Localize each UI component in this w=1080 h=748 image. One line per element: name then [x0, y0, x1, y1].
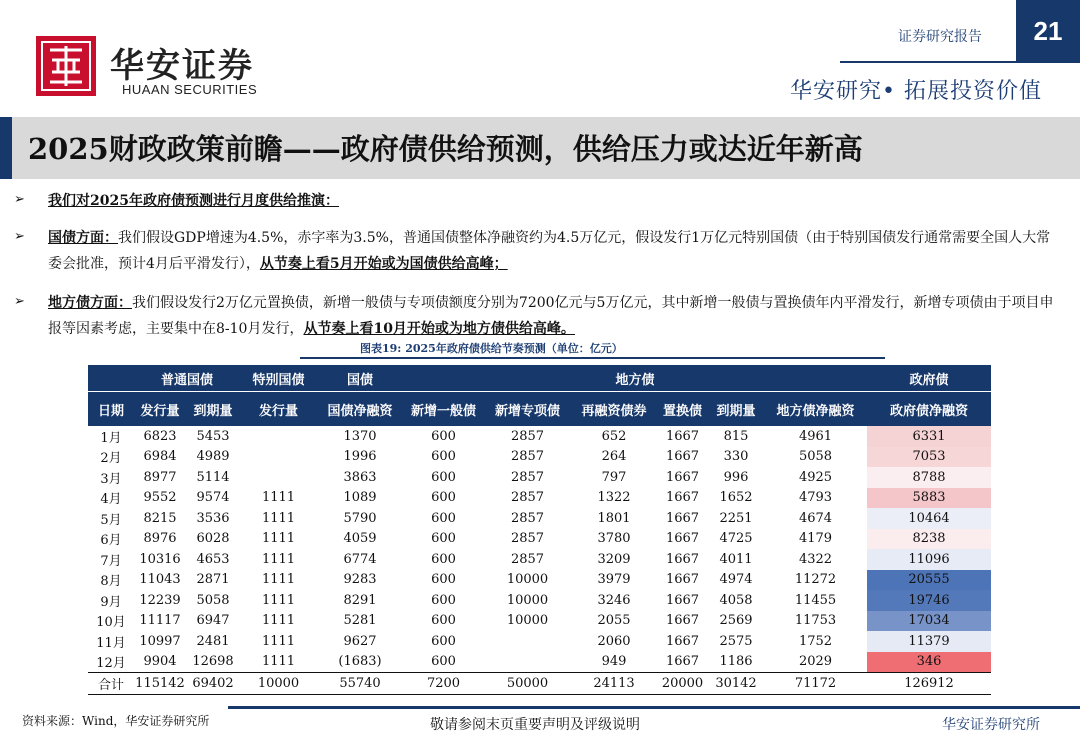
footer-disclaimer: 敬请参阅末页重要声明及评级说明 — [430, 717, 640, 733]
bullet-treasury-conclusion: 从节奏上看5月开始或为国债供给高峰； — [259, 256, 508, 272]
table-row — [88, 529, 991, 550]
table-cell: 600 — [431, 510, 456, 526]
table-cell: 6028 — [196, 531, 230, 547]
column-header: 发行量 — [134, 392, 186, 427]
bullet-intro — [48, 188, 1058, 214]
table-cell: 2871 — [196, 572, 230, 588]
table-cell: 2060 — [597, 633, 631, 649]
header-empty — [88, 365, 134, 392]
table-cell: 4322 — [798, 551, 833, 567]
table-cell — [484, 652, 571, 673]
table-cell — [484, 631, 571, 652]
table-cell: 2251 — [719, 510, 753, 526]
total-cell: 55740 — [317, 673, 403, 695]
table-cell: 346 — [867, 652, 991, 673]
table-cell: 4179 — [798, 531, 833, 547]
bullet-intro-text: 我们对2025年政府债预测进行月度供给推演： — [48, 193, 339, 209]
column-header: 国债净融资 — [317, 392, 403, 427]
total-cell: 20000 — [657, 673, 708, 695]
table-cell: 11096 — [867, 549, 991, 570]
table-cell: 2857 — [510, 428, 545, 444]
table-cell: 1370 — [343, 428, 377, 444]
table-column-header-row — [88, 392, 991, 427]
row-month: 3月 — [100, 471, 122, 487]
table-cell: 1111 — [261, 551, 296, 567]
table-cell: 17034 — [867, 611, 991, 632]
table-cell: 1667 — [665, 572, 700, 588]
table-cell: 4961 — [798, 428, 833, 444]
table-cell: 600 — [431, 613, 456, 629]
table-cell: 1667 — [665, 633, 700, 649]
supply-forecast-table — [88, 365, 991, 695]
table-total-row — [88, 673, 991, 695]
header-group-treasury: 国债 — [317, 365, 403, 392]
table-cell: 2857 — [510, 469, 545, 485]
total-cell: 10000 — [240, 673, 317, 695]
table-cell: 4725 — [719, 531, 753, 547]
table-cell: 1667 — [665, 428, 700, 444]
bullet-local-lead: 地方债方面： — [48, 295, 132, 311]
table-cell: 20555 — [867, 570, 991, 591]
bullet-local — [48, 290, 1060, 342]
table-cell: 1667 — [665, 613, 700, 629]
table-cell: 1089 — [343, 490, 377, 506]
table-cell: 9552 — [143, 490, 177, 506]
page-title: 2025财政政策前瞻——政府债供给预测，供给压力或达近年新高 — [28, 132, 863, 166]
table-cell: 2857 — [510, 490, 545, 506]
table-cell: 12698 — [192, 654, 234, 670]
table-cell: 2857 — [510, 449, 545, 465]
total-cell: 71172 — [764, 673, 867, 695]
table-cell: 10997 — [139, 633, 181, 649]
column-header: 日期 — [88, 392, 134, 427]
column-header: 置换债 — [657, 392, 708, 427]
table-cell: 600 — [431, 531, 456, 547]
table-cell: 11272 — [794, 572, 837, 588]
table-cell: 4793 — [798, 490, 833, 506]
table-cell: 1667 — [665, 510, 700, 526]
total-cell: 115142 — [134, 673, 186, 695]
table-cell: 10000 — [506, 592, 549, 608]
table-cell: 3209 — [597, 551, 631, 567]
table-cell: 600 — [431, 490, 456, 506]
table-cell: 600 — [431, 572, 456, 588]
table-row — [88, 467, 991, 488]
table-cell: 1111 — [261, 613, 296, 629]
table-cell: 1667 — [665, 551, 700, 567]
table-cell: 2575 — [719, 633, 753, 649]
table-cell: 4059 — [343, 531, 377, 547]
table-cell: (1683) — [338, 654, 382, 670]
table-cell: 8238 — [867, 529, 991, 550]
column-header: 新增一般债 — [403, 392, 484, 427]
table-cell: 6331 — [867, 426, 991, 447]
table-cell: 1667 — [665, 592, 700, 608]
table-cell: 5790 — [343, 510, 377, 526]
footer-rule — [228, 706, 1080, 709]
table-cell: 12239 — [139, 592, 181, 608]
table-cell: 1111 — [261, 633, 296, 649]
table-cell: 996 — [723, 469, 749, 485]
total-cell: 24113 — [571, 673, 657, 695]
table-cell: 19746 — [867, 590, 991, 611]
table-group-header-row — [88, 365, 991, 392]
table-cell: 1322 — [597, 490, 631, 506]
table-row — [88, 508, 991, 529]
table-cell — [240, 467, 317, 488]
table-row — [88, 549, 991, 570]
row-month: 2月 — [100, 451, 122, 467]
row-month: 5月 — [100, 512, 122, 528]
total-label: 合计 — [88, 673, 134, 695]
table-cell: 600 — [431, 633, 456, 649]
table-cell: 7053 — [867, 447, 991, 468]
table-cell: 5058 — [196, 592, 230, 608]
table-cell: 2029 — [798, 654, 833, 670]
table-cell: 9574 — [196, 490, 230, 506]
header-group-local: 地方债 — [403, 365, 867, 392]
column-header: 政府债净融资 — [867, 392, 991, 427]
row-month: 6月 — [100, 533, 122, 549]
footer-source: 资料来源：Wind，华安证券研究所 — [22, 714, 210, 728]
header-slogan: 华安研究• 拓展投资价值 — [790, 79, 1042, 104]
table-cell: 11753 — [794, 613, 837, 629]
table-cell: 815 — [723, 428, 749, 444]
column-header: 再融资债券 — [571, 392, 657, 427]
table-cell: 2857 — [510, 551, 545, 567]
table-cell: 10316 — [139, 551, 181, 567]
row-month: 10月 — [96, 615, 126, 631]
table-cell: 6947 — [196, 613, 230, 629]
header-rule — [840, 61, 1080, 63]
table-cell: 9627 — [343, 633, 377, 649]
table-cell: 949 — [601, 654, 627, 670]
table-cell: 264 — [601, 449, 627, 465]
table-cell: 8788 — [867, 467, 991, 488]
table-caption: 图表19: 2025年政府债供给节奏预测（单位：亿元） — [360, 342, 623, 355]
table-cell: 1111 — [261, 592, 296, 608]
table-cell: 600 — [431, 654, 456, 670]
table-cell: 4058 — [719, 592, 753, 608]
bullet-local-text: 我们假设发行2万亿元置换债，新增一般债与专项债额度分别为7200亿元与5万亿元，其中新增一般债与置换债年内平滑发行，新增专项债由于项目申报等因素考虑，主要集中在8-10月发行， — [48, 295, 1054, 337]
table-cell: 4925 — [798, 469, 833, 485]
table-cell — [240, 447, 317, 468]
column-header: 到期量 — [186, 392, 240, 427]
table-cell: 1667 — [665, 654, 700, 670]
table-cell: 6823 — [143, 428, 177, 444]
table-cell: 1186 — [719, 654, 753, 670]
table-row — [88, 426, 991, 447]
row-month: 12月 — [96, 656, 126, 672]
caption-rule — [300, 357, 885, 359]
total-cell: 50000 — [484, 673, 571, 695]
table-cell: 5883 — [867, 488, 991, 509]
bullet-arrow-icon: ➢ — [14, 192, 25, 207]
row-month: 4月 — [100, 492, 122, 508]
table-cell: 1667 — [665, 449, 700, 465]
table-cell: 1111 — [261, 531, 296, 547]
table-cell: 8215 — [143, 510, 177, 526]
table-cell: 3780 — [597, 531, 631, 547]
row-month: 9月 — [100, 594, 122, 610]
header-group-ordinary: 普通国债 — [134, 365, 240, 392]
column-header: 地方债净融资 — [764, 392, 867, 427]
row-month: 1月 — [100, 430, 122, 446]
total-cell: 7200 — [403, 673, 484, 695]
table-cell: 2857 — [510, 510, 545, 526]
table-cell: 9283 — [343, 572, 377, 588]
bullet-arrow-icon: ➢ — [14, 294, 25, 309]
table-cell: 1111 — [261, 654, 296, 670]
table-cell: 1801 — [597, 510, 631, 526]
table-cell: 10464 — [867, 508, 991, 529]
bullet-treasury-text: 我们假设GDP增速为4.5%，赤字率为3.5%，普通国债整体净融资约为4.5万亿元，假设发行1万亿元特别国债（由于特别国债发行通常需要全国人大常委会批准，预计4月后平滑发行）， — [48, 230, 1051, 272]
table-cell: 1752 — [798, 633, 833, 649]
table-cell: 11043 — [139, 572, 181, 588]
table-cell: 2055 — [597, 613, 631, 629]
bullet-arrow-icon: ➢ — [14, 229, 25, 244]
table-cell: 8976 — [143, 531, 177, 547]
logo-chinese-name: 华安证券 — [110, 46, 254, 86]
table-cell: 6984 — [143, 449, 177, 465]
table-cell: 10000 — [506, 613, 549, 629]
page-number: 21 — [1016, 0, 1080, 62]
table-cell: 4974 — [719, 572, 753, 588]
table-cell: 2569 — [719, 613, 753, 629]
table-cell: 1111 — [261, 510, 296, 526]
table-cell: 600 — [431, 592, 456, 608]
header-group-government: 政府债 — [867, 365, 991, 392]
table-row — [88, 631, 991, 652]
table-cell: 9904 — [143, 654, 177, 670]
table-row — [88, 570, 991, 591]
report-type-label: 证券研究报告 — [898, 29, 982, 45]
table-cell: 3536 — [196, 510, 230, 526]
table-cell: 600 — [431, 449, 456, 465]
table-cell: 330 — [723, 449, 749, 465]
total-cell: 126912 — [867, 673, 991, 695]
table-cell: 3246 — [597, 592, 631, 608]
table-cell: 1667 — [665, 490, 700, 506]
table-cell: 8291 — [343, 592, 377, 608]
table-cell: 1667 — [665, 531, 700, 547]
table-cell: 5058 — [798, 449, 833, 465]
table-cell: 11117 — [139, 613, 181, 629]
table-cell: 4011 — [719, 551, 753, 567]
table-cell: 797 — [601, 469, 627, 485]
bullet-treasury-lead: 国债方面： — [48, 230, 118, 246]
table-cell: 652 — [601, 428, 627, 444]
table-cell: 1111 — [261, 490, 296, 506]
footer-brand: 华安证券研究所 — [942, 717, 1040, 733]
table-cell: 5281 — [343, 613, 377, 629]
table-cell: 2481 — [196, 633, 230, 649]
column-header: 到期量 — [708, 392, 764, 427]
table-cell: 10000 — [506, 572, 549, 588]
table-cell: 1652 — [719, 490, 753, 506]
table-row — [88, 488, 991, 509]
table-cell: 3863 — [343, 469, 377, 485]
title-accent — [0, 117, 12, 179]
table-cell: 1667 — [665, 469, 700, 485]
table-cell: 6774 — [343, 551, 377, 567]
table-row — [88, 590, 991, 611]
table-cell: 8977 — [143, 469, 177, 485]
column-header: 发行量 — [240, 392, 317, 427]
table-cell: 11455 — [794, 592, 837, 608]
table-cell: 1111 — [261, 572, 296, 588]
header-group-special: 特别国债 — [240, 365, 317, 392]
table-cell — [240, 426, 317, 447]
logo-mark — [36, 36, 96, 96]
total-cell: 30142 — [708, 673, 764, 695]
logo-english-name: HUAAN SECURITIES — [122, 82, 258, 97]
total-cell: 69402 — [186, 673, 240, 695]
table-cell: 4653 — [196, 551, 230, 567]
bullet-local-conclusion: 从节奏上看10月开始或为地方债供给高峰。 — [303, 321, 575, 337]
table-cell: 5114 — [196, 469, 230, 485]
table-row — [88, 611, 991, 632]
table-cell: 600 — [431, 469, 456, 485]
table-cell: 2857 — [510, 531, 545, 547]
table-cell: 600 — [431, 428, 456, 444]
bullet-treasury — [48, 225, 1060, 277]
table-cell: 4989 — [196, 449, 230, 465]
row-month: 7月 — [100, 553, 122, 569]
table-cell: 4674 — [798, 510, 833, 526]
row-month: 8月 — [100, 574, 122, 590]
table-cell: 11379 — [867, 631, 991, 652]
table-row — [88, 447, 991, 468]
logo-emblem-icon — [36, 36, 96, 96]
table-cell: 1996 — [343, 449, 377, 465]
table-cell: 5453 — [196, 428, 230, 444]
table-cell: 600 — [431, 551, 456, 567]
table-cell: 3979 — [597, 572, 631, 588]
column-header: 新增专项债 — [484, 392, 571, 427]
row-month: 11月 — [96, 635, 126, 651]
table-row — [88, 652, 991, 673]
